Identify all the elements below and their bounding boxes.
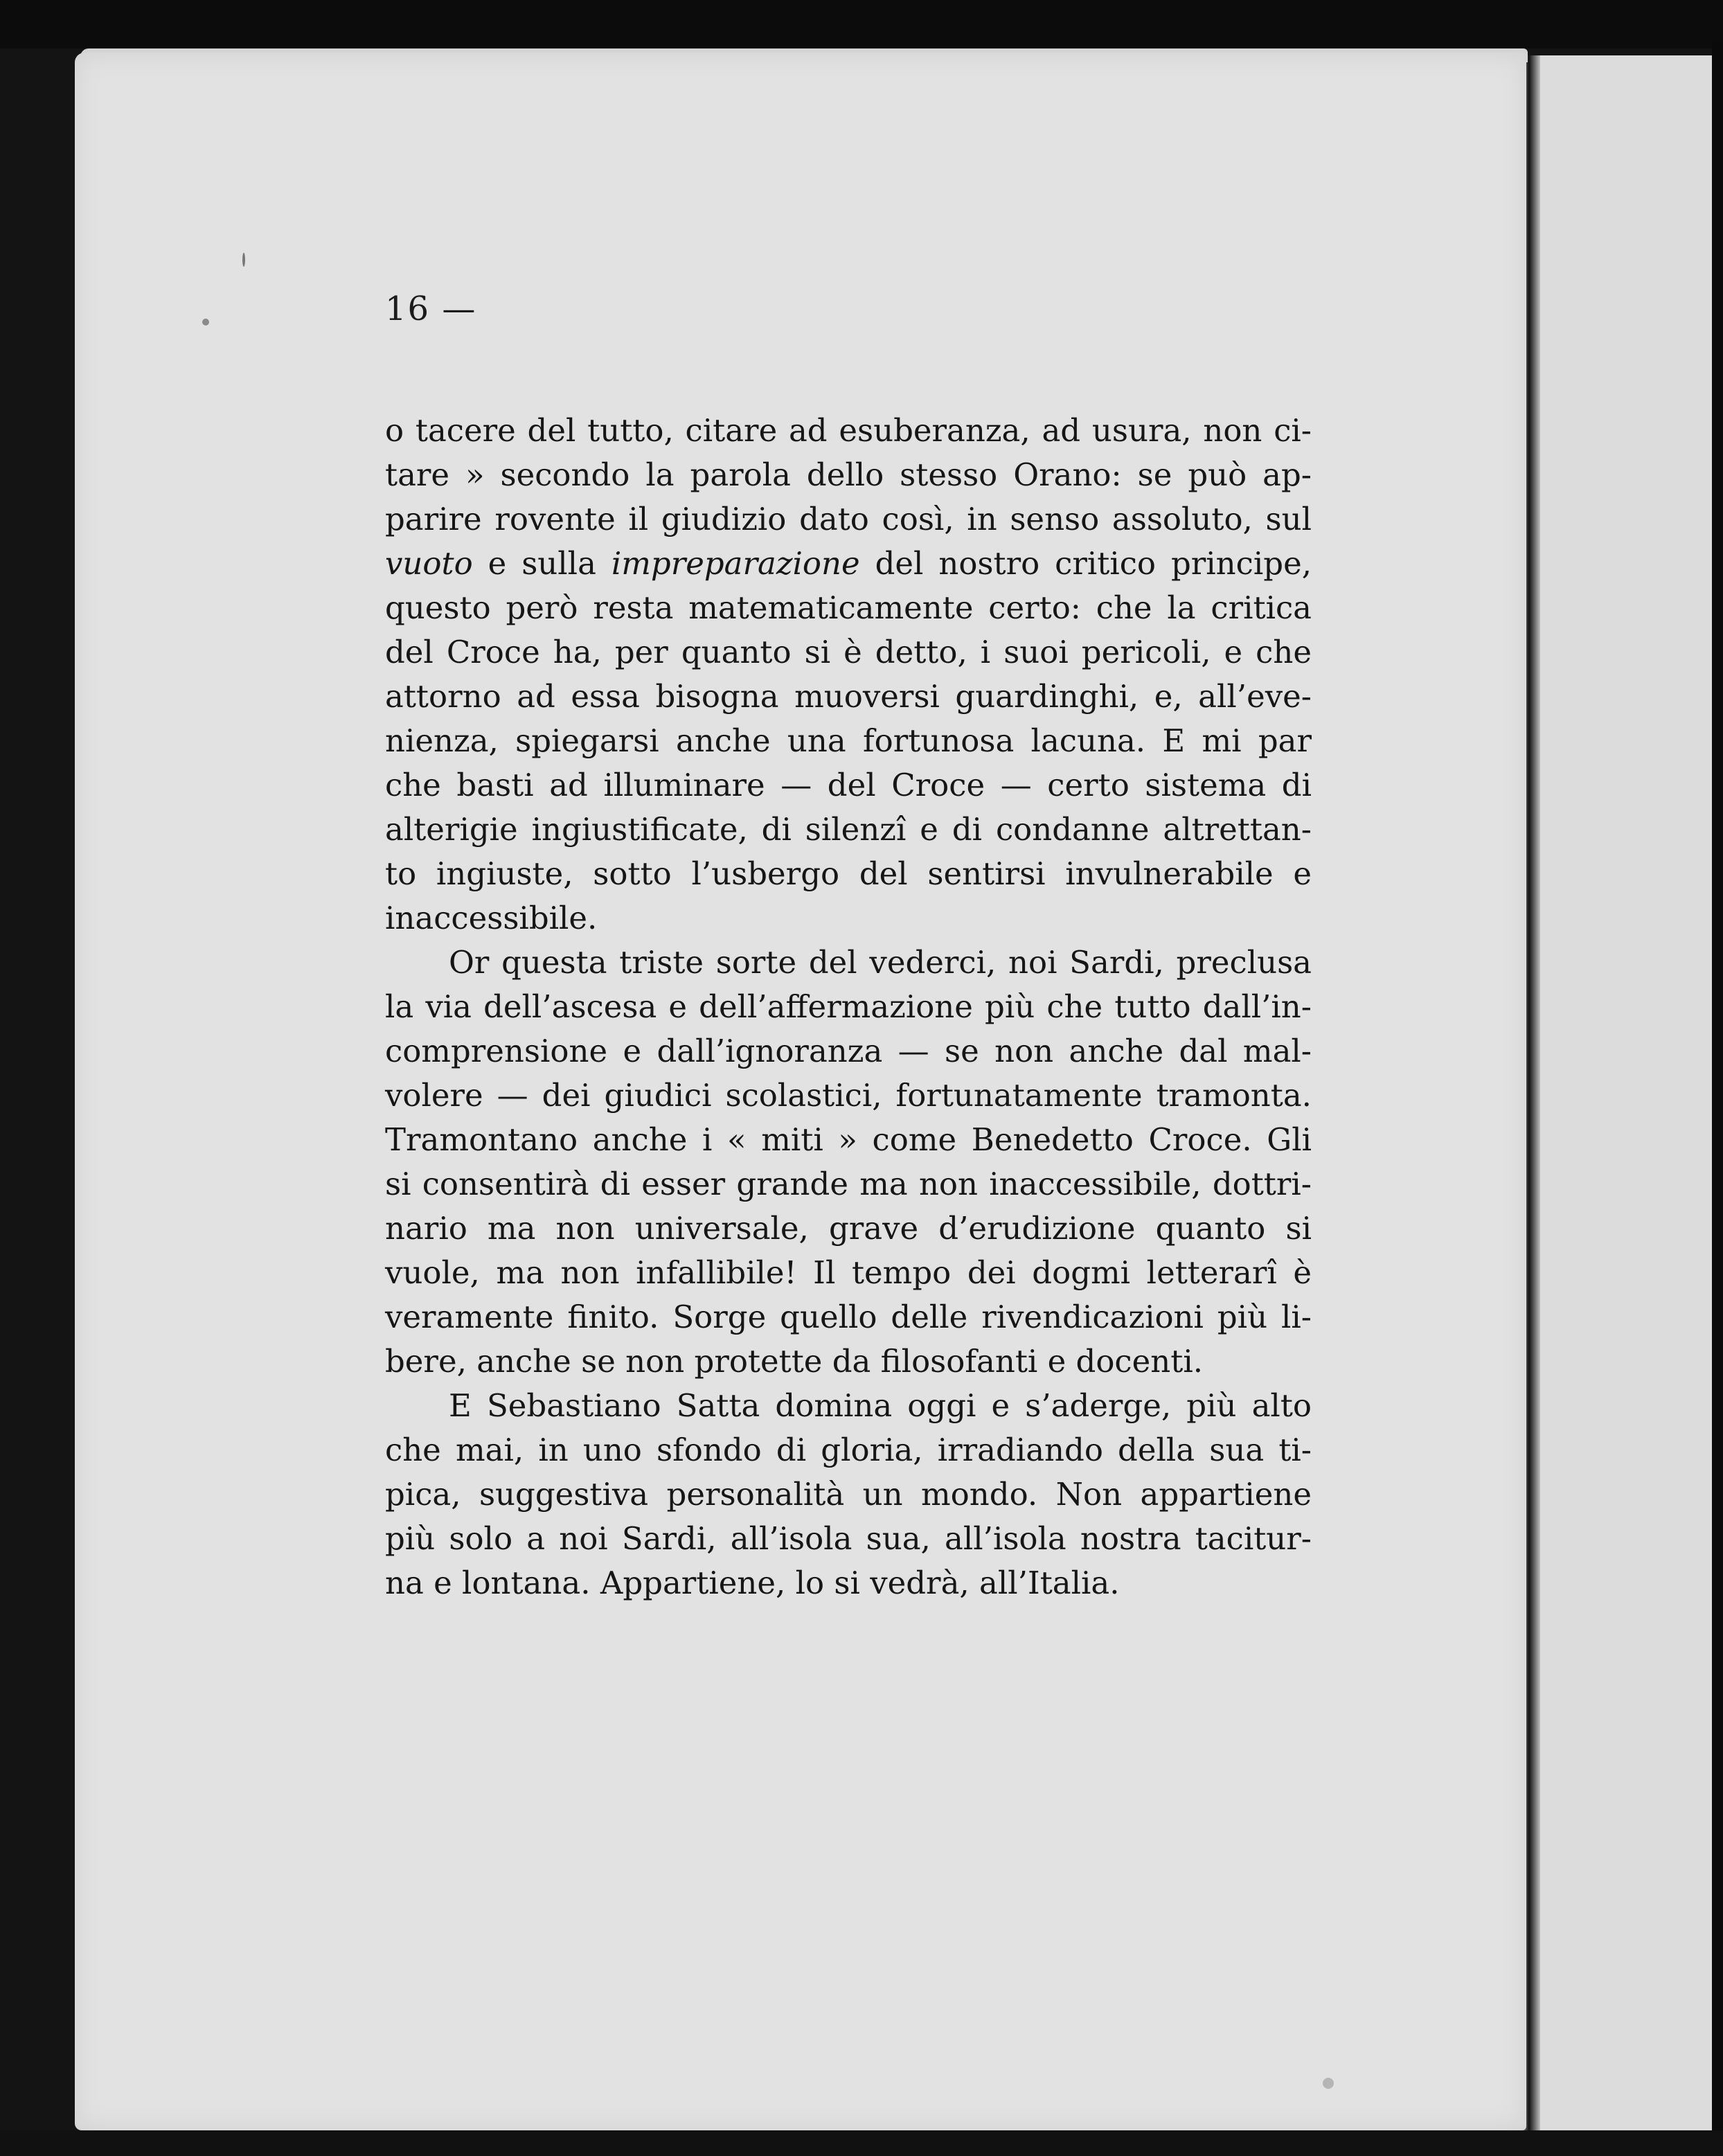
text-line: o tacere del tutto, citare ad esuberanza, ad usura, non ci-: [385, 412, 1312, 449]
text-line: si consentirà di esser grande ma non inaccessibile, dottri-: [385, 1166, 1312, 1202]
facing-page-edge: [1526, 55, 1723, 2147]
text-line: tare » secondo la parola dello stesso Orano: se può ap-: [385, 456, 1312, 493]
text-line: inaccessibile.: [385, 900, 598, 936]
text-line: na e lontana. Appartiene, lo si vedrà, all’Italia.: [385, 1565, 1120, 1601]
paragraph-3: [385, 1384, 1312, 1605]
page-number: 16 —: [385, 289, 477, 328]
paper-speck: [1323, 2078, 1334, 2089]
scanner-bottom-edge: [0, 2130, 1723, 2156]
paper-speck: [202, 319, 209, 326]
text-line: attorno ad essa bisogna muoversi guardinghi, e, all’eve-: [385, 678, 1312, 715]
text-line: E Sebastiano Satta domina oggi e s’aderge, più alto: [449, 1387, 1312, 1424]
text-line: to ingiuste, sotto l’usbergo del sentirsi invulnerabile e: [385, 855, 1312, 892]
text-line: Or questa triste sorte del vederci, noi Sardi, preclusa: [449, 944, 1312, 981]
text-line: Tramontano anche i « miti » come Benedetto Croce. Gli: [385, 1121, 1312, 1158]
text-line: parire rovente il giudizio dato così, in senso assoluto, sul: [385, 501, 1312, 537]
text-line: questo però resta matematicamente certo: che la critica: [385, 589, 1312, 626]
text-line: del Croce ha, per quanto si è detto, i suoi pericoli, e che: [385, 634, 1312, 670]
paper-speck: [242, 253, 245, 267]
text-line: pica, suggestiva personalità un mondo. Non appartiene: [385, 1476, 1312, 1513]
text-line: comprensione e dall’ignoranza — se non anche dal mal-: [385, 1033, 1312, 1069]
text-line: che basti ad illuminare — del Croce — certo sistema di: [385, 767, 1312, 803]
text-line: che mai, in uno sfondo di gloria, irradiando della sua ti-: [385, 1432, 1312, 1468]
scanner-right-edge: [1712, 42, 1723, 2156]
text-line: la via dell’ascesa e dell’affermazione più che tutto dall’in-: [385, 988, 1312, 1025]
body-text: [385, 409, 1312, 1605]
text-line: bere, anche se non protette da filosofanti e docenti.: [385, 1343, 1204, 1380]
paragraph-2: [385, 941, 1312, 1384]
text-line: alterigie ingiustificate, di silenzî e di condanne altrettan-: [385, 811, 1312, 848]
text-line: vuole, ma non infallibile! Il tempo dei dogmi letterarî è: [385, 1254, 1312, 1291]
text-line: veramente finito. Sorge quello delle rivendicazioni più li-: [385, 1299, 1312, 1335]
text-line: più solo a noi Sardi, all’isola sua, all’isola nostra tacitur-: [385, 1520, 1312, 1557]
text-line: volere — dei giudici scolastici, fortunatamente tramonta.: [385, 1077, 1312, 1114]
scanner-top-edge: [0, 0, 1723, 48]
text-line: vuoto e sulla impreparazione del nostro critico principe,: [385, 545, 1312, 582]
text-line: nienza, spiegarsi anche una fortunosa lacuna. E mi par: [385, 722, 1312, 759]
paragraph-1: [385, 409, 1312, 941]
text-line: nario ma non universale, grave d’erudizione quanto si: [385, 1210, 1312, 1247]
